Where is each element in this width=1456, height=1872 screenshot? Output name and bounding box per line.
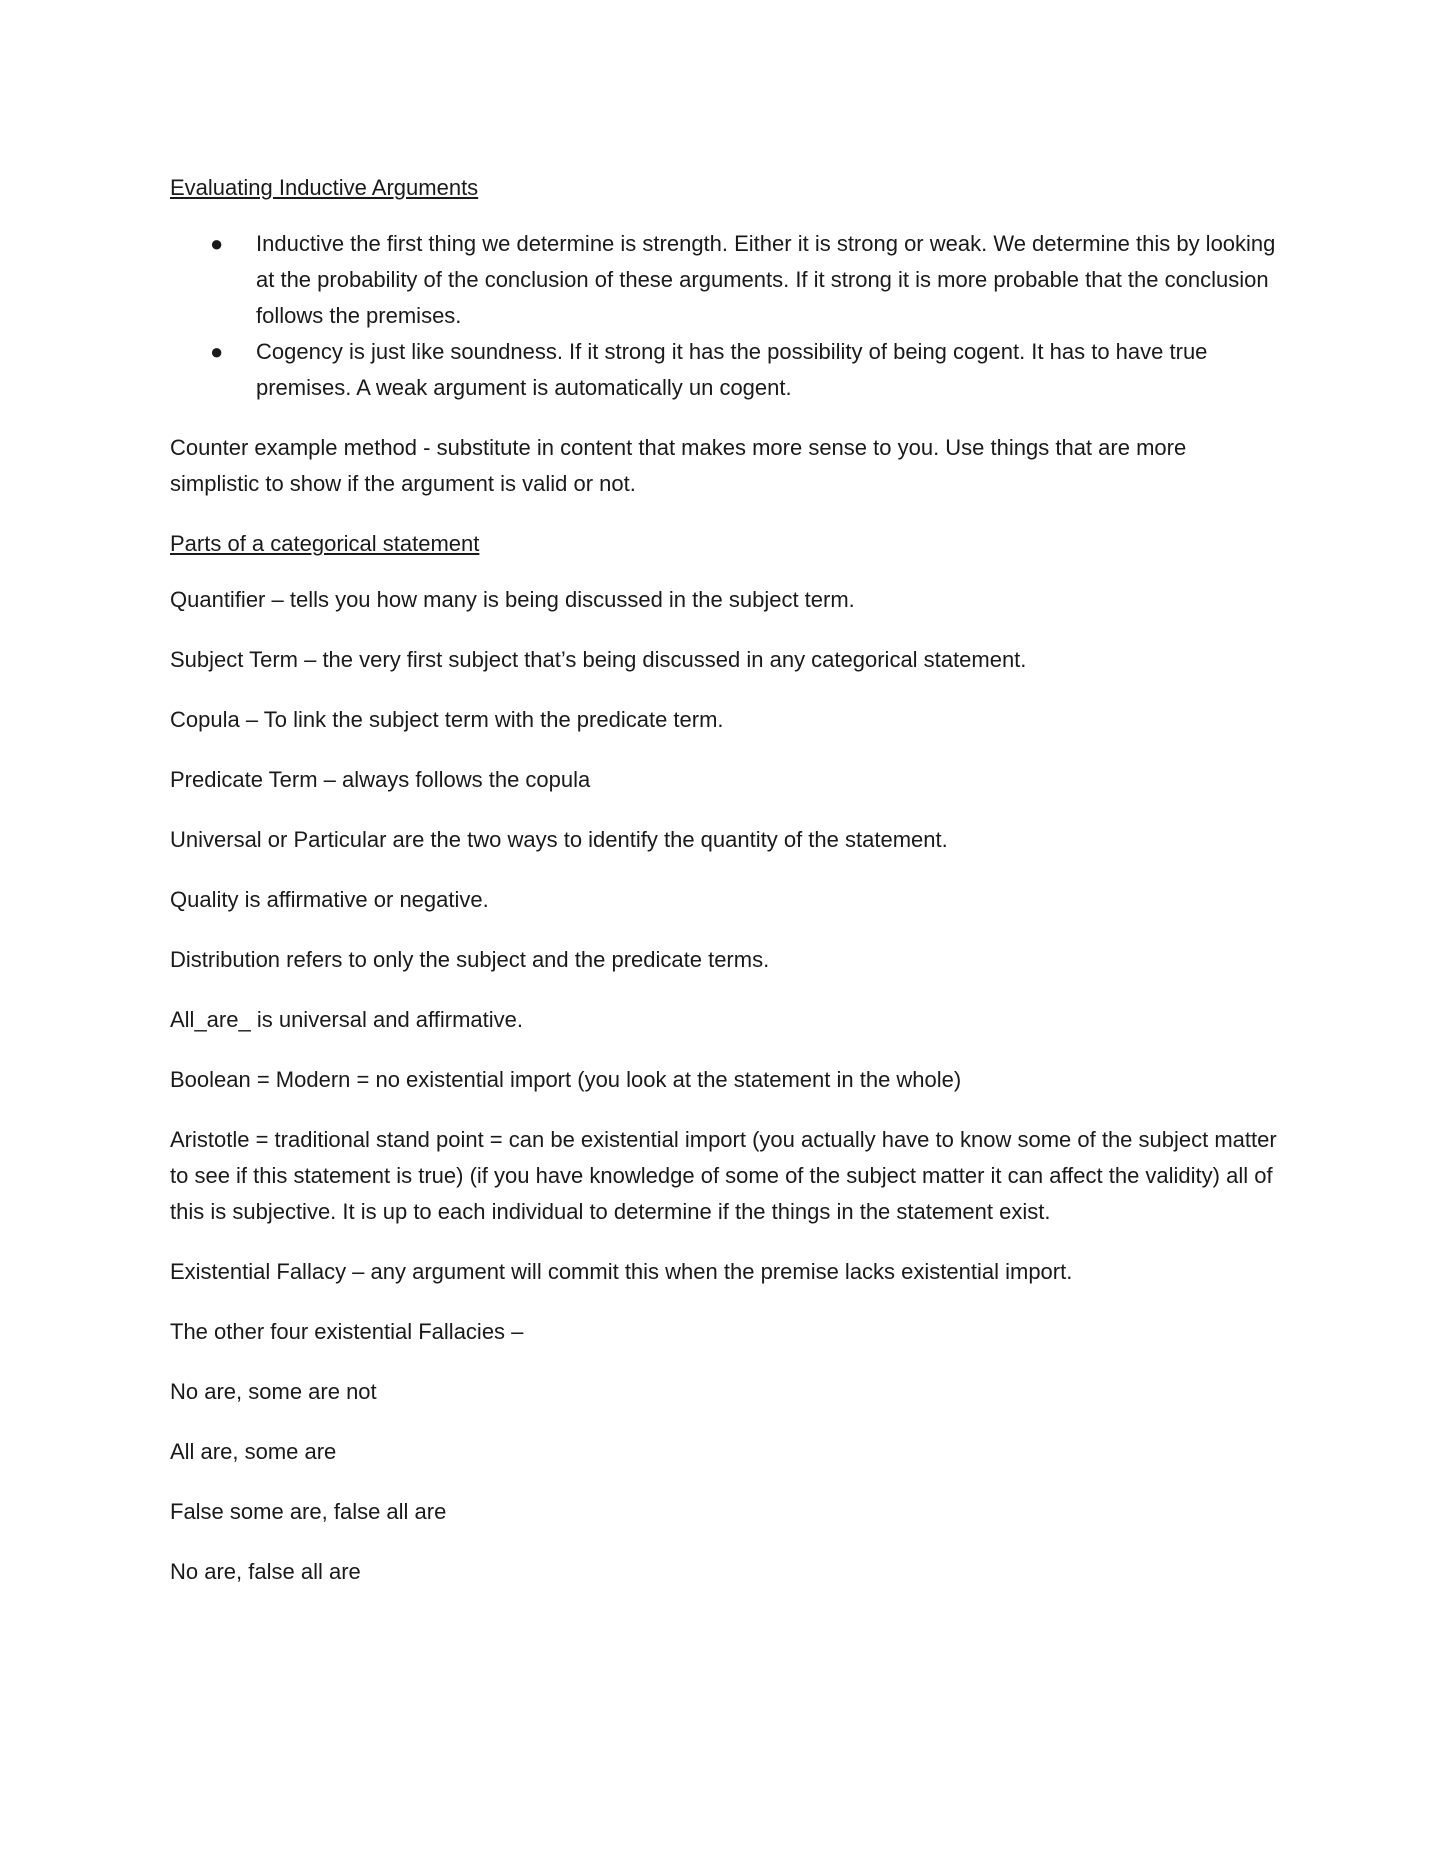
bullet-item-cogency: [170, 334, 1280, 406]
paragraph-no-are-some-are-not: No are, some are not: [170, 1379, 377, 1404]
paragraph-distribution: Distribution refers to only the subject and the predicate terms.: [170, 947, 770, 972]
bullet-text: Inductive the first thing we determine is strength. Either it is strong or weak. We determine this by looking at the probability of the conclusion of these arguments. If it strong it is more probable that the conclusion follows the premises.: [256, 231, 1276, 328]
heading-evaluating-inductive-arguments: Evaluating Inductive Arguments: [170, 175, 479, 200]
paragraph-boolean: Boolean = Modern = no existential import (you look at the statement in the whole): [170, 1067, 962, 1092]
paragraph-aristotle: Aristotle = traditional stand point = can be existential import (you actually have to know some of the subject matter to see if this statement is true) (if you have knowledge of some of the subject matter it can affect the validity) all of this is subjective. It is up to each individual to determine if the things in the statement exist.: [170, 1127, 1277, 1224]
bullet-dot-icon: ●: [210, 339, 224, 364]
paragraph-quality: Quality is affirmative or negative.: [170, 887, 489, 912]
paragraph-universal-particular: Universal or Particular are the two ways to identify the quantity of the statement.: [170, 827, 948, 852]
paragraph-counter-example: Counter example method - substitute in content that makes more sense to you. Use things that are more simplistic to show if the argument is valid or not.: [170, 435, 1187, 496]
bullet-dot-icon: ●: [210, 231, 224, 256]
paragraph-copula: Copula – To link the subject term with the predicate term.: [170, 707, 724, 732]
paragraph-all-are-some-are: All are, some are: [170, 1439, 337, 1464]
bullet-item-strength: [170, 226, 1280, 334]
paragraph-other-four-fallacies: The other four existential Fallacies –: [170, 1319, 524, 1344]
bullet-text: Cogency is just like soundness. If it strong it has the possibility of being cogent. It has to have true premises. A weak argument is automatically un cogent.: [256, 339, 1208, 400]
paragraph-quantifier: Quantifier – tells you how many is being discussed in the subject term.: [170, 587, 855, 612]
bullet-list: [170, 226, 1280, 406]
paragraph-all-are: All_are_ is universal and affirmative.: [170, 1007, 523, 1032]
document-page: [170, 170, 1280, 1614]
paragraph-subject-term: Subject Term – the very first subject that’s being discussed in any categorical statement.: [170, 647, 1027, 672]
paragraph-false-some-are: False some are, false all are: [170, 1499, 447, 1524]
paragraph-existential-fallacy: Existential Fallacy – any argument will commit this when the premise lacks existential import.: [170, 1259, 1073, 1284]
heading-parts-of-categorical-statement: Parts of a categorical statement: [170, 531, 480, 556]
paragraph-no-are-false-all-are: No are, false all are: [170, 1559, 361, 1584]
paragraph-predicate-term: Predicate Term – always follows the copula: [170, 767, 591, 792]
